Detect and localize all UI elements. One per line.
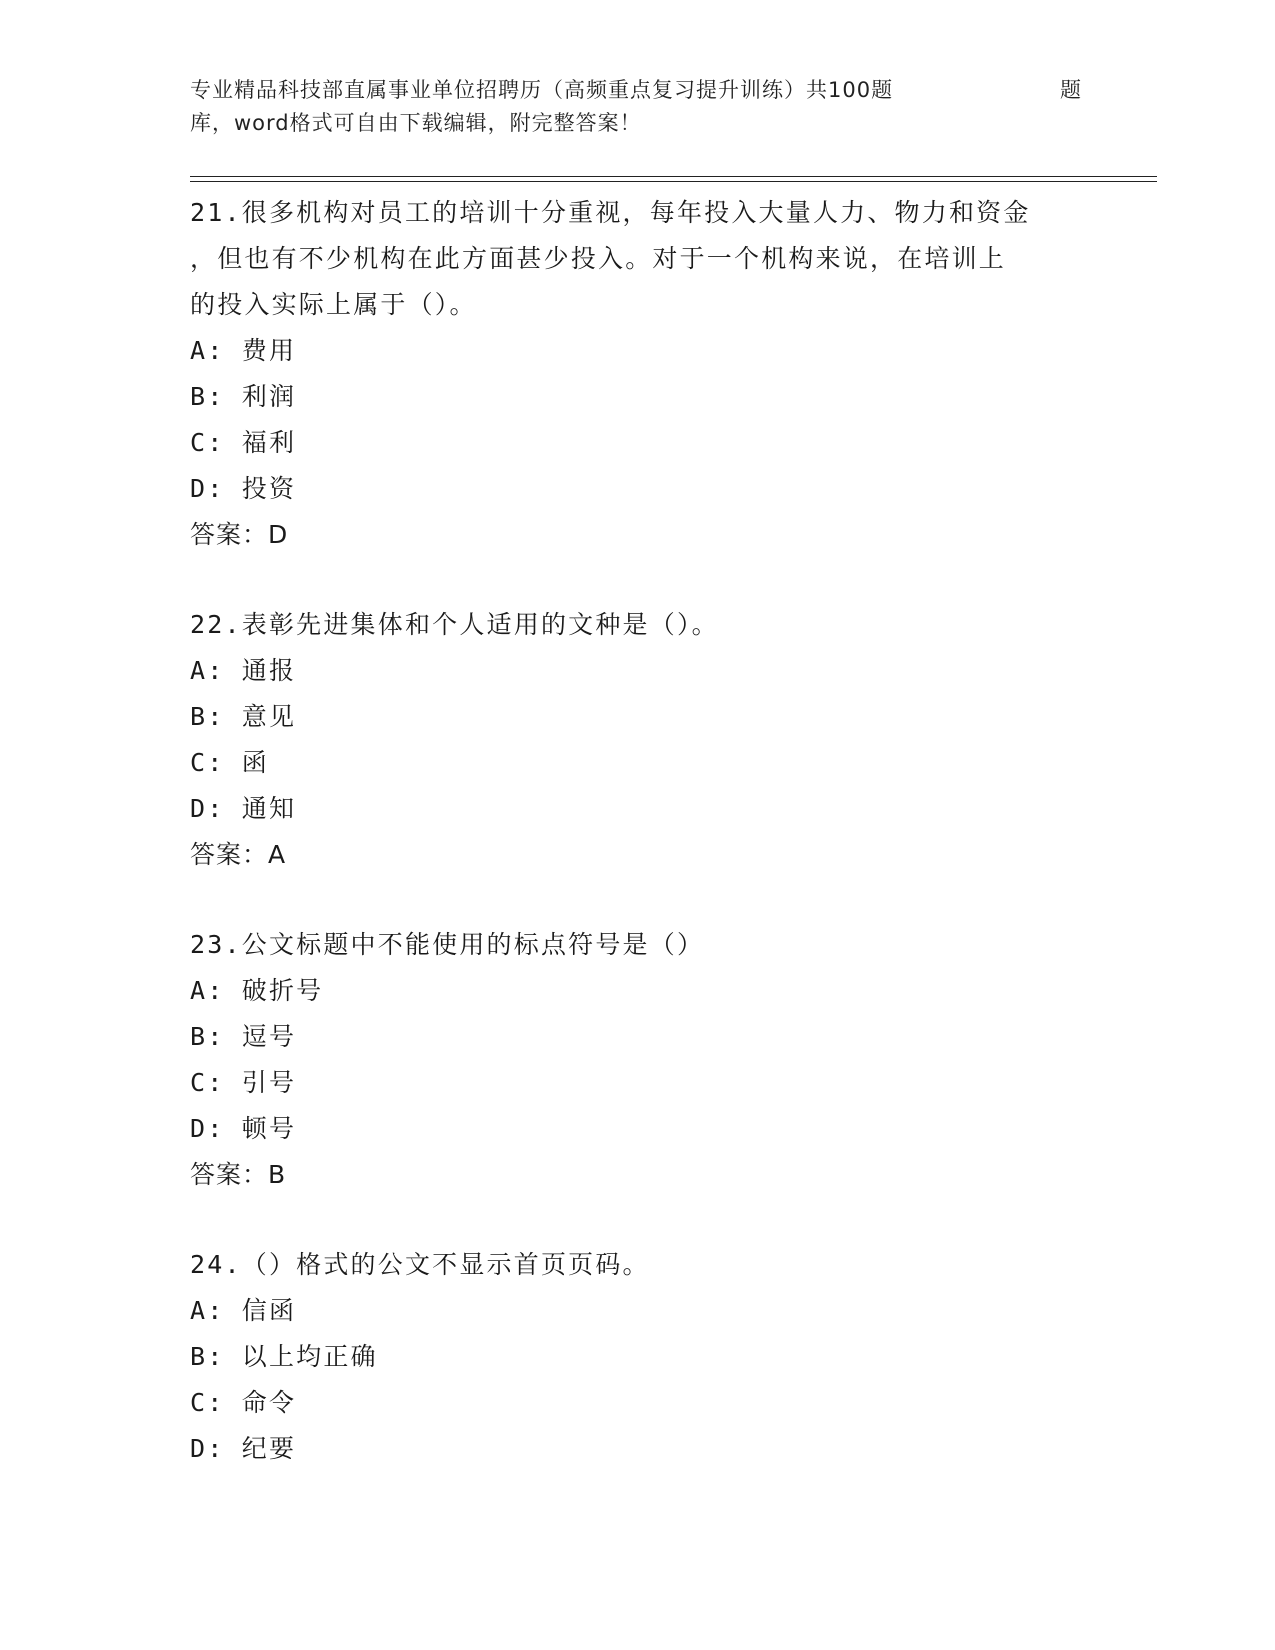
question-22 bbox=[190, 602, 1090, 878]
stem-line: 23.公文标题中不能使用的标点符号是（） bbox=[190, 930, 705, 959]
option-c: C: 福利 bbox=[190, 428, 297, 457]
option-c: C: 命令 bbox=[190, 1388, 297, 1417]
option-a: A: 信函 bbox=[190, 1296, 297, 1325]
stem-line: 24.（）格式的公文不显示首页页码。 bbox=[190, 1250, 650, 1279]
header-divider-bottom bbox=[190, 181, 1157, 182]
question-stem bbox=[190, 922, 1090, 968]
question-24 bbox=[190, 1242, 1090, 1472]
option-b: B: 利润 bbox=[190, 382, 297, 411]
answer: 答案：D bbox=[190, 520, 289, 549]
option-d: D: 投资 bbox=[190, 474, 297, 503]
stem-line: ，但也有不少机构在此方面甚少投入。对于一个机构来说，在培训上 bbox=[190, 244, 1007, 273]
option-c: C: 引号 bbox=[190, 1068, 297, 1097]
answer: 答案：A bbox=[190, 840, 287, 869]
question-spacer bbox=[190, 558, 1090, 602]
option-b: B: 以上均正确 bbox=[190, 1342, 378, 1371]
document-header bbox=[190, 74, 1090, 140]
stem-line: 22.表彰先进集体和个人适用的文种是（）。 bbox=[190, 610, 719, 639]
option-a: A: 破折号 bbox=[190, 976, 324, 1005]
question-21 bbox=[190, 190, 1090, 558]
question-23 bbox=[190, 922, 1090, 1198]
option-c: C: 函 bbox=[190, 748, 269, 777]
header-title-text: 专业精品科技部直属事业单位招聘历（高频重点复习提升训练）共100题 bbox=[190, 78, 894, 102]
option-d: D: 顿号 bbox=[190, 1114, 297, 1143]
option-a: A: 费用 bbox=[190, 336, 297, 365]
stem-line: 21.很多机构对员工的培训十分重视，每年投入大量人力、物力和资金 bbox=[190, 198, 1031, 227]
answer: 答案：B bbox=[190, 1160, 287, 1189]
question-list bbox=[190, 190, 1090, 1472]
option-b: B: 意见 bbox=[190, 702, 297, 731]
option-d: D: 纪要 bbox=[190, 1434, 297, 1463]
option-a: A: 通报 bbox=[190, 656, 297, 685]
option-d: D: 通知 bbox=[190, 794, 297, 823]
question-stem bbox=[190, 602, 1090, 648]
question-stem bbox=[190, 1242, 1090, 1288]
question-stem bbox=[190, 190, 1090, 328]
question-spacer bbox=[190, 1198, 1090, 1242]
header-title-tail: 题 bbox=[1060, 78, 1082, 102]
option-b: B: 逗号 bbox=[190, 1022, 297, 1051]
stem-line: 的投入实际上属于（）。 bbox=[190, 290, 477, 319]
header-line-1 bbox=[190, 74, 1090, 107]
question-spacer bbox=[190, 878, 1090, 922]
header-line-2: 库，word格式可自由下载编辑，附完整答案！ bbox=[190, 111, 642, 135]
header-divider-top bbox=[190, 176, 1157, 177]
